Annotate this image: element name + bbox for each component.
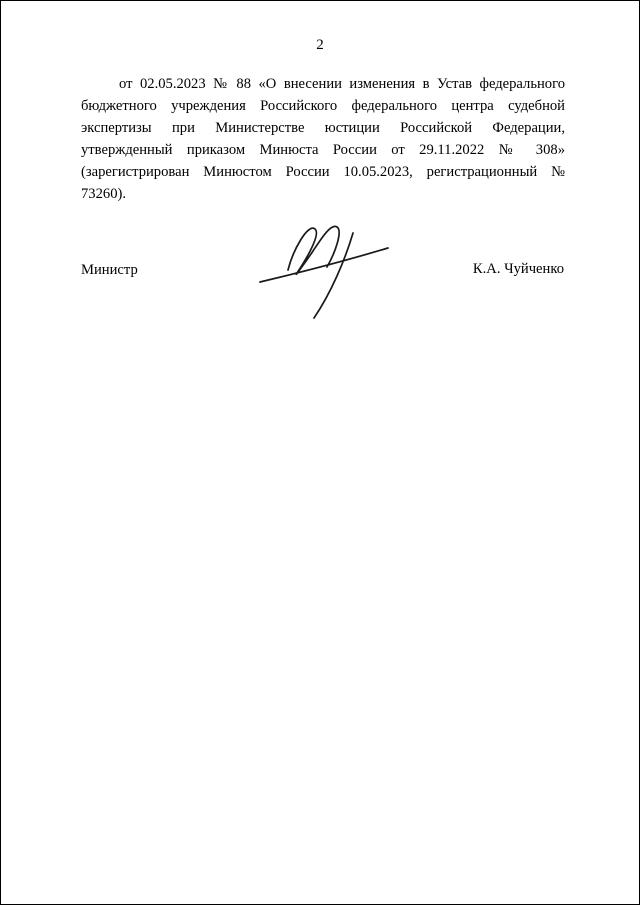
body-paragraph: от 02.05.2023 № 88 «О внесении изменения в Устав федерального бюджетного учреждения Российского федерального центра судебной экспертизы при Министерстве юстиции Российской Федерации, утвержденный приказом Минюста России от 29.11.2022 № 308» (зарегистрирован Минюстом России 10.05.2023, регистрационный № 73260). [81,76,565,202]
signature-block [1,215,639,365]
handwritten-signature-icon [253,215,395,327]
minister-name-label: К.А. Чуйченко [472,261,564,277]
minister-title-label: Министр [81,262,138,278]
page-number: 2 [316,37,324,53]
